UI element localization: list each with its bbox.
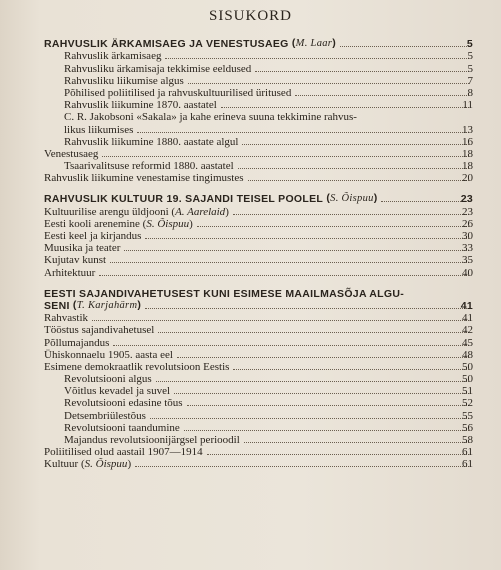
- toc-entry: [0, 160, 501, 172]
- toc-entry-title: Majandus revolutsioonijärgsel perioodil: [64, 434, 240, 446]
- toc-entry-title: Tööstus sajandivahetusel: [44, 324, 155, 337]
- toc-entry-title: Poliitilised olud aastail 1907—1914: [44, 446, 203, 459]
- dot-leader: [197, 226, 469, 227]
- toc-entry-author: (A. Aarelaid): [168, 205, 229, 218]
- toc-entry: [0, 38, 501, 50]
- toc-entry-title: Tsaarivalitsuse reformid 1880. aastatel: [64, 160, 234, 173]
- toc-entry: [0, 373, 501, 385]
- toc-entry-title: Detsembriülestõus: [64, 409, 146, 422]
- toc-entry: [0, 458, 501, 470]
- toc-entry-title: likus liikumises: [64, 123, 134, 136]
- toc-entry: [0, 266, 501, 278]
- toc-entry-author: (S. Õispuu): [139, 217, 193, 230]
- dot-leader: [99, 275, 469, 276]
- toc-page-number: 61: [462, 458, 473, 471]
- toc-entry-title: Rahvuslik liikumine 1870. aastatel: [64, 99, 217, 112]
- dot-leader: [110, 262, 469, 263]
- toc-entry-title: Revolutsiooni algus: [64, 373, 152, 386]
- toc-page-number: 5: [466, 38, 473, 51]
- toc-entry: [0, 193, 501, 205]
- dot-leader: [92, 320, 469, 321]
- toc-entry-author: (S. Õispuu): [323, 192, 378, 205]
- toc-entry-title: RAHVUSLIK ÄRKAMISAEG JA VENESTUSAEG: [44, 38, 289, 51]
- toc-page-number: 5: [467, 50, 473, 63]
- toc-entry-title: Põhilised poliitilised ja rahvuskultuurilised üritused: [64, 86, 292, 99]
- toc-entry-author: (M. Laar): [288, 37, 336, 50]
- toc-entry-title: Rahvusliku liikumise algus: [64, 74, 184, 87]
- toc-entry-title: Eesti kooli arenemine: [44, 217, 140, 230]
- toc-page-number: 51: [462, 385, 473, 398]
- dot-leader: [188, 83, 469, 84]
- toc-entry-author: (S. Õispuu): [78, 458, 132, 471]
- dot-leader: [158, 332, 469, 333]
- toc-entry-title: Kujutav kunst: [44, 254, 107, 267]
- dot-leader: [137, 132, 469, 133]
- toc-entry-title: Ühiskonnaelu 1905. aasta eel: [44, 348, 173, 361]
- toc-entry-title: Venestusaeg: [44, 147, 99, 160]
- toc-entry: [0, 312, 501, 324]
- toc-entry-title: RAHVUSLIK KULTUUR 19. SAJANDI TEISEL POOLEL: [44, 193, 324, 206]
- toc-entry: [0, 123, 501, 135]
- toc-entry-title: Revolutsiooni edasine tõus: [64, 397, 183, 410]
- toc-page-number: 16: [462, 135, 473, 148]
- toc-entry-title: Eesti keel ja kirjandus: [44, 230, 142, 242]
- toc-entry: [0, 75, 501, 87]
- toc-page-number: 48: [462, 348, 473, 361]
- toc-page-number: 20: [462, 172, 473, 185]
- toc-entry-author: (T. Karjahärm): [69, 298, 142, 311]
- dot-leader: [207, 454, 469, 455]
- toc-entry: [0, 99, 501, 111]
- toc-entry-title: Kultuur: [44, 458, 79, 471]
- toc-entry: [0, 349, 501, 361]
- toc-entry-title: Rahvuslik liikumine venestamise tingimustes: [44, 172, 244, 185]
- toc-page-number: 13: [462, 123, 473, 136]
- dot-leader: [113, 345, 469, 346]
- toc-entry: [0, 288, 501, 300]
- toc-entry-title: Kultuurilise arengu üldjooni: [44, 205, 169, 218]
- toc-entry-title: Rahvastik: [44, 312, 88, 325]
- dot-leader: [295, 95, 469, 96]
- dot-leader: [238, 168, 469, 169]
- toc-page-number: 41: [460, 299, 473, 312]
- toc-entry: [0, 148, 501, 160]
- toc-page-number: 18: [462, 160, 473, 173]
- dot-leader: [233, 214, 469, 215]
- toc-page-number: 61: [462, 446, 473, 459]
- toc-page-number: 58: [462, 434, 473, 446]
- toc-entry: [0, 397, 501, 409]
- dot-leader: [145, 308, 469, 309]
- toc-page-number: 8: [467, 86, 473, 99]
- toc-entry: [0, 87, 501, 99]
- toc-entry: [0, 205, 501, 217]
- toc-page-number: 23: [462, 205, 473, 218]
- toc-page-number: 55: [462, 409, 473, 422]
- toc-entry: [0, 324, 501, 336]
- toc-page-number: 11: [462, 99, 473, 112]
- toc-page-number: 33: [462, 242, 473, 255]
- dot-leader: [340, 46, 469, 47]
- dot-leader: [255, 71, 469, 72]
- dot-leader: [102, 156, 469, 157]
- dot-leader: [184, 430, 469, 431]
- dot-leader: [187, 405, 469, 406]
- toc-entry-title: Põllumajandus: [44, 336, 110, 349]
- toc-page-number: 26: [462, 217, 473, 230]
- toc-page-number: 18: [462, 147, 473, 160]
- dot-leader: [244, 442, 469, 443]
- toc-page-number: 7: [467, 74, 473, 87]
- toc-entry: [0, 111, 501, 123]
- toc-page-number: 23: [460, 193, 473, 206]
- toc-entry-title: Arhitektuur: [44, 266, 96, 279]
- table-of-contents: [0, 38, 501, 470]
- toc-page-number: 30: [462, 230, 473, 242]
- dot-leader: [233, 369, 469, 370]
- dot-leader: [145, 238, 469, 239]
- toc-page-number: 50: [462, 360, 473, 373]
- toc-page-number: 45: [462, 336, 473, 349]
- toc-page-number: 42: [462, 324, 473, 337]
- toc-entry: [0, 242, 501, 254]
- toc-page-number: 41: [462, 312, 473, 325]
- toc-entry: [0, 136, 501, 148]
- toc-entry: [0, 422, 501, 434]
- toc-entry: [0, 434, 501, 446]
- toc-entry-title: Revolutsiooni taandumine: [64, 421, 180, 434]
- toc-entry-title: EESTI SAJANDIVAHETUSEST KUNI ESIMESE MAAILMASÕJA ALGU-: [44, 287, 405, 300]
- dot-leader: [156, 381, 469, 382]
- toc-page-number: 40: [462, 266, 473, 279]
- toc-entry-title: Rahvuslik ärkamisaeg: [64, 50, 162, 63]
- dot-leader: [165, 58, 469, 59]
- toc-entry-title: C. R. Jakobsoni «Sakala» ja kahe erineva suuna tekkimine rahvus-: [64, 111, 357, 124]
- toc-page-number: 5: [467, 62, 473, 75]
- toc-entry: [0, 409, 501, 421]
- toc-page-number: 35: [462, 254, 473, 267]
- toc-page-number: 52: [462, 397, 473, 410]
- dot-leader: [150, 418, 469, 419]
- toc-entry: [0, 50, 501, 62]
- toc-entry: [0, 361, 501, 373]
- toc-entry: [0, 62, 501, 74]
- toc-entry-title: Muusika ja teater: [44, 242, 121, 255]
- toc-entry: [0, 172, 501, 184]
- dot-leader: [221, 107, 469, 108]
- dot-leader: [174, 393, 469, 394]
- toc-entry-title: SENI: [44, 299, 70, 312]
- dot-leader: [177, 357, 469, 358]
- toc-entry: [0, 385, 501, 397]
- page-title: SISUKORD: [208, 8, 292, 24]
- toc-entry-title: Esimene demokraatlik revolutsioon Eestis: [44, 360, 230, 373]
- toc-page-number: 50: [462, 373, 473, 386]
- dot-leader: [135, 466, 469, 467]
- toc-entry: [0, 336, 501, 348]
- dot-leader: [242, 144, 469, 145]
- toc-page-number: 56: [462, 421, 473, 434]
- toc-entry: [0, 300, 501, 312]
- toc-entry: [0, 218, 501, 230]
- toc-entry: [0, 446, 501, 458]
- toc-entry-title: Rahvuslik liikumine 1880. aastate algul: [64, 135, 239, 148]
- toc-entry: [0, 254, 501, 266]
- dot-leader: [124, 250, 469, 251]
- dot-leader: [248, 180, 469, 181]
- toc-entry-title: Rahvusliku ärkamisaja tekkimise eeldused: [64, 62, 252, 75]
- toc-entry: [0, 230, 501, 242]
- toc-entry-title: Võitlus kevadel ja suvel: [64, 385, 171, 398]
